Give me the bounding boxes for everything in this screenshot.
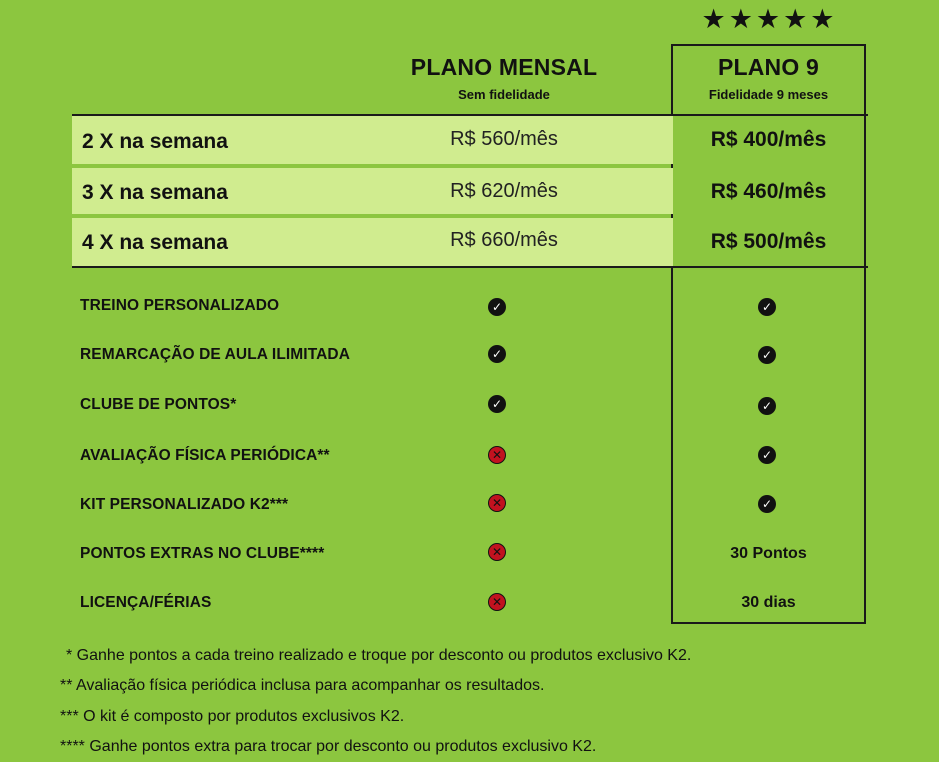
footnote: *** O kit é composto por produtos exclusivos K2. xyxy=(60,708,405,725)
feature-label: PONTOS EXTRAS NO CLUBE**** xyxy=(80,545,325,562)
mensal-price: R$ 660/mês xyxy=(450,229,558,251)
check-icon: ✓ xyxy=(488,298,506,316)
footnote: **** Ganhe pontos extra para trocar por desconto ou produtos exclusivo K2. xyxy=(60,738,597,755)
cross-icon: ✕ xyxy=(488,593,506,611)
check-icon: ✓ xyxy=(758,446,776,464)
cross-icon: ✕ xyxy=(488,543,506,561)
feature-label: CLUBE DE PONTOS* xyxy=(80,396,237,413)
cross-icon: ✕ xyxy=(488,446,506,464)
feature-label: LICENÇA/FÉRIAS xyxy=(80,594,212,611)
check-icon: ✓ xyxy=(758,346,776,364)
check-icon: ✓ xyxy=(758,495,776,513)
table-bottom-divider xyxy=(72,266,868,268)
plano9-title: PLANO 9 xyxy=(717,54,820,80)
frequency-label: 2 X na semana xyxy=(82,130,228,153)
frequency-label: 4 X na semana xyxy=(82,231,228,254)
plano-mensal-title: PLANO MENSAL xyxy=(410,54,598,80)
check-icon: ✓ xyxy=(488,395,506,413)
feature-label: KIT PERSONALIZADO K2*** xyxy=(80,496,289,513)
plano9-extra-points: 30 Pontos xyxy=(730,545,807,562)
check-icon: ✓ xyxy=(488,345,506,363)
feature-label: REMARCAÇÃO DE AULA ILIMITADA xyxy=(80,346,351,363)
frequency-label: 3 X na semana xyxy=(82,181,228,204)
check-icon: ✓ xyxy=(758,397,776,415)
plano-mensal-header xyxy=(395,54,613,102)
five-star-rating: ★★★★★ xyxy=(701,4,838,35)
feature-label: AVALIAÇÃO FÍSICA PERIÓDICA** xyxy=(80,447,330,464)
mensal-price: R$ 620/mês xyxy=(450,180,558,202)
plano9-subtitle: Fidelidade 9 meses xyxy=(708,87,829,102)
feature-label: TREINO PERSONALIZADO xyxy=(80,297,280,314)
plano-mensal-subtitle: Sem fidelidade xyxy=(458,87,550,102)
footnote: ** Avaliação física periódica inclusa para acompanhar os resultados. xyxy=(60,677,545,694)
mensal-price: R$ 560/mês xyxy=(450,128,558,150)
plano9-price: R$ 400/mês xyxy=(710,128,827,151)
footnote: * Ganhe pontos a cada treino realizado e troque por desconto ou produtos exclusivo K2. xyxy=(66,647,692,664)
plano9-price: R$ 460/mês xyxy=(710,180,827,203)
plano9-price: R$ 500/mês xyxy=(710,230,827,253)
cross-icon: ✕ xyxy=(488,494,506,512)
plano9-header xyxy=(673,54,864,102)
check-icon: ✓ xyxy=(758,298,776,316)
plano9-leave-days: 30 dias xyxy=(741,594,796,611)
